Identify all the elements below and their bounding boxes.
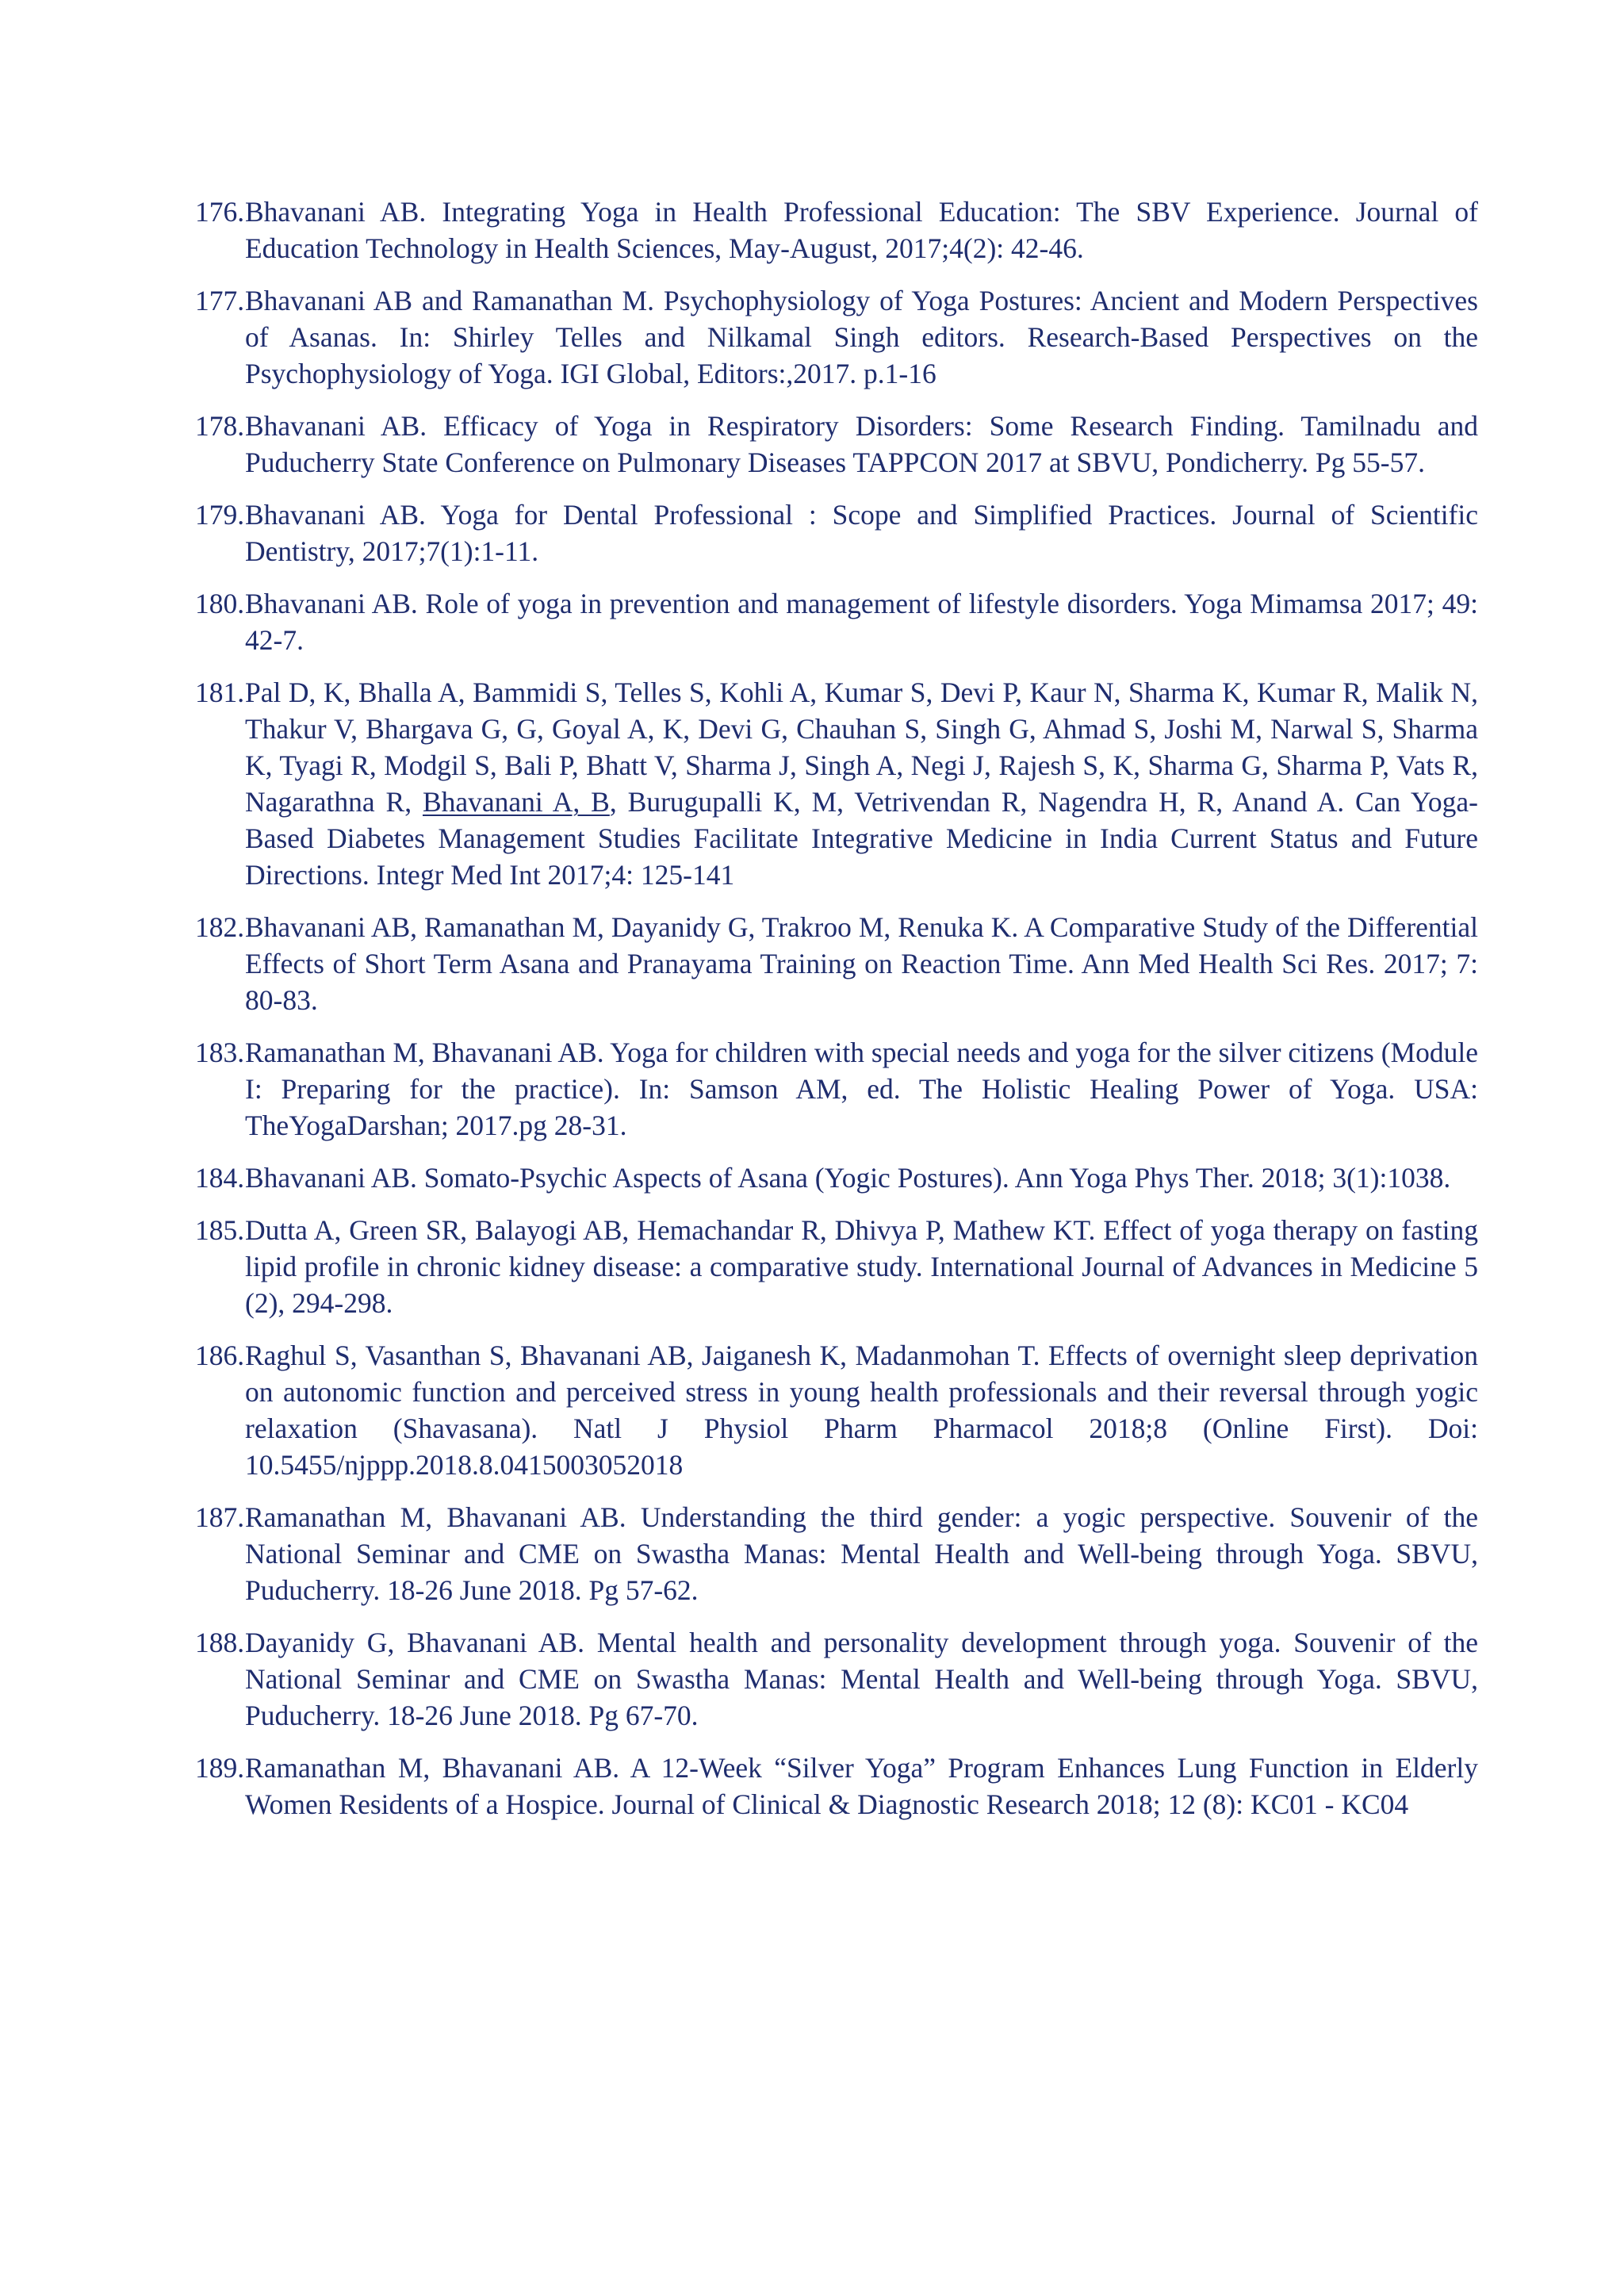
reference-text-part: , Burugupalli K, M, Vetrivendan R, Nagendra H, R, Anand A. Can Yoga-Based Diabetes Management Studies Facilitate Integrative Medicine in India Current Status and Future Directions. Integr Med Int 2017;4: 125-141 bbox=[245, 786, 1478, 891]
reference-text bbox=[245, 1214, 1478, 1319]
reference-number: 185. bbox=[195, 1214, 245, 1246]
reference-text bbox=[245, 677, 1478, 891]
reference-text-part: Bhavanani AB. Somato-Psychic Aspects of Asana (Yogic Postures). Ann Yoga Phys Ther. 2018; 3(1):1038. bbox=[245, 1162, 1451, 1194]
reference-text bbox=[245, 1340, 1478, 1481]
reference-number: 189. bbox=[195, 1752, 245, 1784]
reference-text-part: Ramanathan M, Bhavanani AB. A 12-Week “Silver Yoga” Program Enhances Lung Function in Elderly Women Residents of a Hospice. Journal of Clinical & Diagnostic Research 2018; 12 (8): KC01 - KC04 bbox=[245, 1752, 1478, 1820]
reference-text-part: Bhavanani AB and Ramanathan M. Psychophysiology of Yoga Postures: Ancient and Modern Perspectives of Asanas. In: Shirley Telles and Nilkamal Singh editors. Research-Based Perspectives on the Psychophysiology of Yoga. IGI Global, Editors:,2017. p.1-16 bbox=[245, 285, 1478, 389]
underlined-author: Bhavanani A, B bbox=[422, 786, 610, 818]
reference-item bbox=[195, 1159, 1478, 1196]
reference-text bbox=[245, 1501, 1478, 1606]
reference-text-part: Pal D, K, Bhalla A, Bammidi S, Telles S, Kohli A, Kumar S, Devi P, Kaur N, Sharma K, Kumar R, Malik N, Thakur V, Bhargava G, G, Goyal A, K, Devi G, Chauhan S, Singh G, Ahmad S, Joshi M, Narwal S, Sharma K, Tyagi R, Modgil S, Bali P, Bhatt V, Sharma J, Singh A, Negi J, Rajesh S, K, Sharma G, Sharma P, Vats R, Nagarathna R, bbox=[245, 677, 1478, 818]
reference-text bbox=[245, 196, 1478, 264]
reference-text-part: Bhavanani AB. Efficacy of Yoga in Respiratory Disorders: Some Research Finding. Tamilnadu and Puducherry State Conference on Pulmonary Diseases TAPPCON 2017 at SBVU, Pondicherry. Pg 55-57. bbox=[245, 410, 1478, 478]
reference-text bbox=[245, 1037, 1478, 1141]
reference-text bbox=[245, 1627, 1478, 1731]
reference-text bbox=[245, 588, 1478, 656]
reference-text-part: Bhavanani AB. Role of yoga in prevention and management of lifestyle disorders. Yoga Mimamsa 2017; 49: 42-7. bbox=[245, 588, 1478, 656]
reference-item bbox=[195, 408, 1478, 481]
reference-number: 180. bbox=[195, 588, 245, 619]
reference-number: 177. bbox=[195, 285, 245, 316]
reference-list bbox=[195, 194, 1478, 1838]
reference-text-part: Ramanathan M, Bhavanani AB. Yoga for children with special needs and yoga for the silver citizens (Module I: Preparing for the practice). In: Samson AM, ed. The Holistic Healing Power of Yoga. USA: TheYogaDarshan; 2017.pg 28-31. bbox=[245, 1037, 1478, 1141]
reference-number: 186. bbox=[195, 1340, 245, 1371]
reference-number: 178. bbox=[195, 410, 245, 442]
reference-number: 176. bbox=[195, 196, 245, 228]
reference-number: 187. bbox=[195, 1501, 245, 1533]
reference-text-part: Dayanidy G, Bhavanani AB. Mental health and personality development through yoga. Souvenir of the National Seminar and CME on Swastha Manas: Mental Health and Well-being through Yoga. SBVU, Puducherry. 18-26 June 2018. Pg 67-70. bbox=[245, 1627, 1478, 1731]
reference-text bbox=[245, 1752, 1478, 1820]
reference-item bbox=[195, 1212, 1478, 1321]
reference-item bbox=[195, 585, 1478, 658]
reference-number: 179. bbox=[195, 499, 245, 531]
reference-number: 184. bbox=[195, 1162, 245, 1194]
reference-text-part: Dutta A, Green SR, Balayogi AB, Hemachandar R, Dhivya P, Mathew KT. Effect of yoga therapy on fasting lipid profile in chronic kidney disease: a comparative study. International Journal of Advances in Medicine 5 (2), 294-298. bbox=[245, 1214, 1478, 1319]
reference-text-part: Bhavanani AB, Ramanathan M, Dayanidy G, Trakroo M, Renuka K. A Comparative Study of the Differential Effects of Short Term Asana and Pranayama Training on Reaction Time. Ann Med Health Sci Res. 2017; 7: 80-83. bbox=[245, 911, 1478, 1016]
reference-item bbox=[195, 1499, 1478, 1608]
reference-number: 182. bbox=[195, 911, 245, 943]
reference-item bbox=[195, 496, 1478, 569]
reference-number: 183. bbox=[195, 1037, 245, 1068]
reference-text bbox=[245, 410, 1478, 478]
reference-text-part: Bhavanani AB. Yoga for Dental Professional : Scope and Simplified Practices. Journal of Scientific Dentistry, 2017;7(1):1-11. bbox=[245, 499, 1478, 567]
reference-number: 188. bbox=[195, 1627, 245, 1658]
reference-text bbox=[245, 1162, 1450, 1194]
reference-item bbox=[195, 1034, 1478, 1144]
reference-item bbox=[195, 909, 1478, 1018]
reference-text bbox=[245, 911, 1478, 1016]
reference-item bbox=[195, 1337, 1478, 1483]
reference-text-part: Raghul S, Vasanthan S, Bhavanani AB, Jaiganesh K, Madanmohan T. Effects of overnight sleep deprivation on autonomic function and perceived stress in young health professionals and their reversal through yogic relaxation (Shavasana). Natl J Physiol Pharm Pharmacol 2018;8 (Online First). Doi: 10.5455/njppp.2018.8.0415003052018 bbox=[245, 1340, 1478, 1481]
reference-text bbox=[245, 285, 1478, 389]
reference-text-part: Ramanathan M, Bhavanani AB. Understanding the third gender: a yogic perspective. Souvenir of the National Seminar and CME on Swastha Manas: Mental Health and Well-being through Yoga. SBVU, Puducherry. 18-26 June 2018. Pg 57-62. bbox=[245, 1501, 1478, 1606]
reference-text bbox=[245, 499, 1478, 567]
reference-number: 181. bbox=[195, 677, 245, 708]
reference-item bbox=[195, 194, 1478, 266]
reference-text-part: Bhavanani AB. Integrating Yoga in Health Professional Education: The SBV Experience. Journal of Education Technology in Health Sciences, May-August, 2017;4(2): 42-46. bbox=[245, 196, 1478, 264]
reference-item bbox=[195, 282, 1478, 392]
reference-item bbox=[195, 1624, 1478, 1734]
reference-item bbox=[195, 674, 1478, 893]
reference-item bbox=[195, 1750, 1478, 1823]
